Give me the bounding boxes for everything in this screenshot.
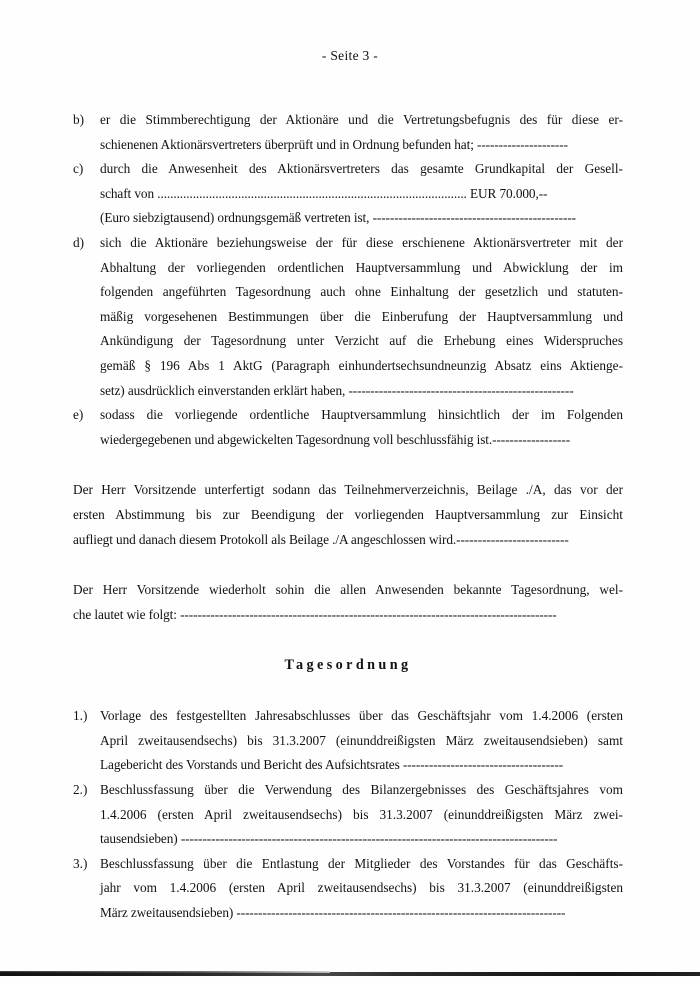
text-line: gemäß § 196 Abs 1 AktG (Paragraph einhundertsechsundneunzig Absatz eins Aktienge- <box>100 357 623 373</box>
list-item-body <box>100 157 623 231</box>
text-line: Abhaltung der vorliegenden ordentlichen Hauptversammlung und Abwicklung der im <box>100 259 623 275</box>
list-item-label: c) <box>73 161 84 177</box>
list-item-body <box>100 852 623 926</box>
text-line: April zweitausendsechs) bis 31.3.2007 (einunddreißigsten März zweitausendsieben) samt <box>100 732 623 748</box>
list-item-label: e) <box>73 407 84 423</box>
text-line: März zweitausendsieben) ---------------------------------------------------------------------------- <box>100 905 566 921</box>
scan-edge-artifact-secondary <box>0 971 330 973</box>
text-line: (Euro siebzigtausend) ordnungsgemäß vertreten ist, ----------------------------------------------- <box>100 210 576 226</box>
text-line: 1.4.2006 (ersten April zweitausendsechs) bis 31.3.2007 (einunddreißigsten März zwei- <box>100 806 623 822</box>
page-header: - Seite 3 - <box>321 48 379 63</box>
text-line: er die Stimmberechtigung der Aktionäre und die Vertretungsbefugnis des für diese er- <box>100 112 623 127</box>
section-heading: Tagesordnung <box>284 657 412 674</box>
list-item-body <box>100 403 623 452</box>
list-item <box>73 108 623 157</box>
list-item <box>73 403 623 452</box>
list-item <box>73 778 623 852</box>
list-item <box>73 157 623 231</box>
text-line: folgenden angeführten Tagesordnung auch ohne Einhaltung der gesetzlich und statuten- <box>100 284 623 300</box>
list-item-body <box>100 778 623 852</box>
list-item-label: d) <box>73 234 85 250</box>
list-item-label: 3.) <box>73 855 88 871</box>
text-line: sodass die vorliegende ordentliche Hauptversammlung hinsichtlich der im Folgenden <box>100 407 623 423</box>
text-line: Der Herr Vorsitzende wiederholt sohin die allen Anwesenden bekannte Tagesordnung, wel- <box>73 582 623 598</box>
text-line: schaft von ................................................................................................ EUR 70.000,-- <box>100 185 548 201</box>
list-item-body <box>100 231 623 403</box>
list-item-label: 2.) <box>73 782 88 798</box>
text-line: tausendsieben) --------------------------------------------------------------------------------------- <box>100 831 558 847</box>
list-item-label: b) <box>73 112 85 127</box>
list-item-body <box>100 108 623 157</box>
list-item <box>73 852 623 926</box>
paragraph <box>73 578 623 627</box>
document-body <box>73 108 623 926</box>
text-line: schienenen Aktionärsvertreters überprüft und in Ordnung befunden hat; --------------------- <box>100 136 568 152</box>
text-line: setz) ausdrücklich einverstanden erklärt haben, ---------------------------------------------------- <box>100 382 574 398</box>
list-item-label: 1.) <box>73 708 88 724</box>
text-line: che lautet wie folgt: --------------------------------------------------------------------------------------- <box>73 606 557 622</box>
text-line: Vorlage des festgestellten Jahresabschlusses über das Geschäftsjahr vom 1.4.2006 (ersten <box>100 708 623 724</box>
paragraph <box>73 478 623 552</box>
text-line: Ankündigung der Tagesordnung unter Verzicht auf die Erhebung eines Widerspruches <box>100 333 623 349</box>
list-item <box>73 704 623 778</box>
text-line: mäßig vorgesehenen Bestimmungen über die Einberufung der Hauptversammlung und <box>100 308 623 324</box>
text-line: Der Herr Vorsitzende unterfertigt sodann das Teilnehmerverzeichnis, Beilage ./A, das vor der <box>73 482 623 498</box>
text-line: wiedergegebenen und abgewickelten Tagesordnung voll beschlussfähig ist.------------------ <box>100 431 571 447</box>
text-line: jahr vom 1.4.2006 (ersten April zweitausendsechs) bis 31.3.2007 (einunddreißigsten <box>100 880 623 896</box>
text-line: Beschlussfassung über die Entlastung der Mitglieder des Vorstandes für das Geschäfts- <box>100 855 623 871</box>
text-line: Lagebericht des Vorstands und Bericht des Aufsichtsrates ------------------------------------- <box>100 757 564 773</box>
list-item <box>73 231 623 403</box>
text-line: durch die Anwesenheit des Aktionärsvertreters das gesamte Grundkapital der Gesell- <box>100 161 623 177</box>
list-item-body <box>100 704 623 778</box>
text-line: ersten Abstimmung bis zur Beendigung der vorliegenden Hauptversammlung zur Einsicht <box>73 506 623 522</box>
text-line: aufliegt und danach diesem Protokoll als Beilage ./A angeschlossen wird.-------------------------- <box>73 531 569 547</box>
text-line: sich die Aktionäre beziehungsweise der für diese erschienene Aktionärsvertreter mit der <box>100 234 623 250</box>
text-line: Beschlussfassung über die Verwendung des Bilanzergebnisses des Geschäftsjahres vom <box>100 782 623 798</box>
